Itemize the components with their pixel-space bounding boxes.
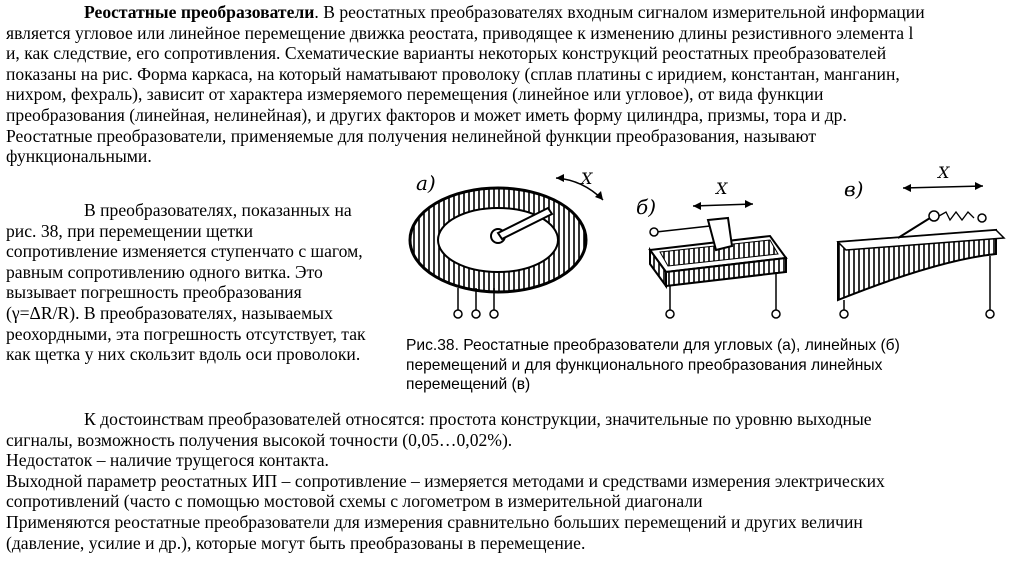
left-line-0: В преобразователях, показанных на (84, 200, 352, 220)
intro-line-6: Реостатные преобразователи, применяемые для получения нелинейной функции преобразования, называют (6, 125, 817, 146)
left-line-1: рис. 38, при перемещении щетки (6, 220, 254, 241)
conclusion-line-6: (давление, усилие и др.), которые могут быть преобразованы в перемещение. (6, 532, 586, 553)
figure-c-x-label: X (938, 163, 950, 182)
left-line-4: вызывает погрешность преобразования (6, 282, 302, 303)
conclusion-paragraph (6, 409, 1016, 553)
left-line-7: как щетка у них скользит вдоль оси проволоки. (6, 344, 361, 365)
caption-line-1: перемещений и для функционального преобразования линейных (406, 356, 883, 374)
figure-b-label: б) (636, 195, 657, 219)
figure-a-label: а) (416, 171, 436, 195)
intro-line-2: и, как следствие, его сопротивления. Схематические варианты некоторых конструкций реостатных преобразователей (6, 43, 887, 64)
left-line-3: равным сопротивлению одного витка. Это (6, 261, 323, 282)
intro-paragraph (6, 2, 1016, 167)
intro-line-0-text: . В реостатных преобразователях входным сигналом измерительной информации (314, 2, 925, 22)
conclusion-line-2: Недостаток – наличие трущегося контакта. (6, 450, 329, 471)
intro-line-7: функциональными. (6, 146, 152, 167)
figure-c-label: в) (844, 177, 864, 201)
conclusion-line-1: сигналы, возможность получения высокой точности (0,05…0,02%). (6, 429, 513, 450)
figure-b-x-label: X (716, 179, 728, 198)
left-line-2: сопротивление изменяется ступенчато с шагом, (6, 241, 363, 262)
rheostat-figure (398, 160, 1018, 332)
intro-title: Реостатные преобразователи (84, 2, 315, 22)
conclusion-line-3: Выходной параметр реостатных ИП – сопротивление – измеряется методами и средствами измерения электрических (6, 470, 885, 491)
figure-a (410, 169, 603, 318)
intro-line-0 (6, 2, 1016, 23)
conclusion-line-4: сопротивлений (часто с помощью мостовой схемы с логометром в измерительной диагонали (6, 491, 703, 512)
figure-a-x-label: X (581, 169, 593, 188)
caption-line-0: Рис.38. Реостатные преобразователи для угловых (а), линейных (б) (406, 337, 900, 354)
caption-line-2: перемещений (в) (406, 376, 531, 394)
left-line-5: (γ=ΔR/R). В преобразователях, называемых (6, 302, 333, 323)
left-text-block (6, 200, 396, 365)
intro-line-5: преобразования (линейная, нелинейная), и других факторов и может иметь форму цилиндра, призмы, тора и др. (6, 104, 847, 125)
figure-c (838, 163, 1004, 318)
figure-caption (406, 336, 1018, 395)
figure-b (636, 179, 786, 318)
conclusion-line-5: Применяются реостатные преобразователи для измерения сравнительно больших перемещений и других величин (6, 511, 863, 532)
intro-line-3: показаны на рис. Форма каркаса, на который наматывают проволоку (сплав платины с иридием, константан, манганин, (6, 63, 900, 84)
intro-line-4: нихром, фехраль), зависит от характера измеряемого перемещения (линейное или угловое), от вида функции (6, 84, 824, 105)
conclusion-line-0: К достоинствам преобразователей относятся: простота конструкции, значительные по уровню выходные (84, 409, 872, 429)
left-line-6: реохордными, эта погрешность отсутствует, так (6, 323, 366, 344)
intro-line-1: является угловое или линейное перемещение движка реостата, приводящее к изменению длины резистивного элемента l (6, 22, 914, 43)
